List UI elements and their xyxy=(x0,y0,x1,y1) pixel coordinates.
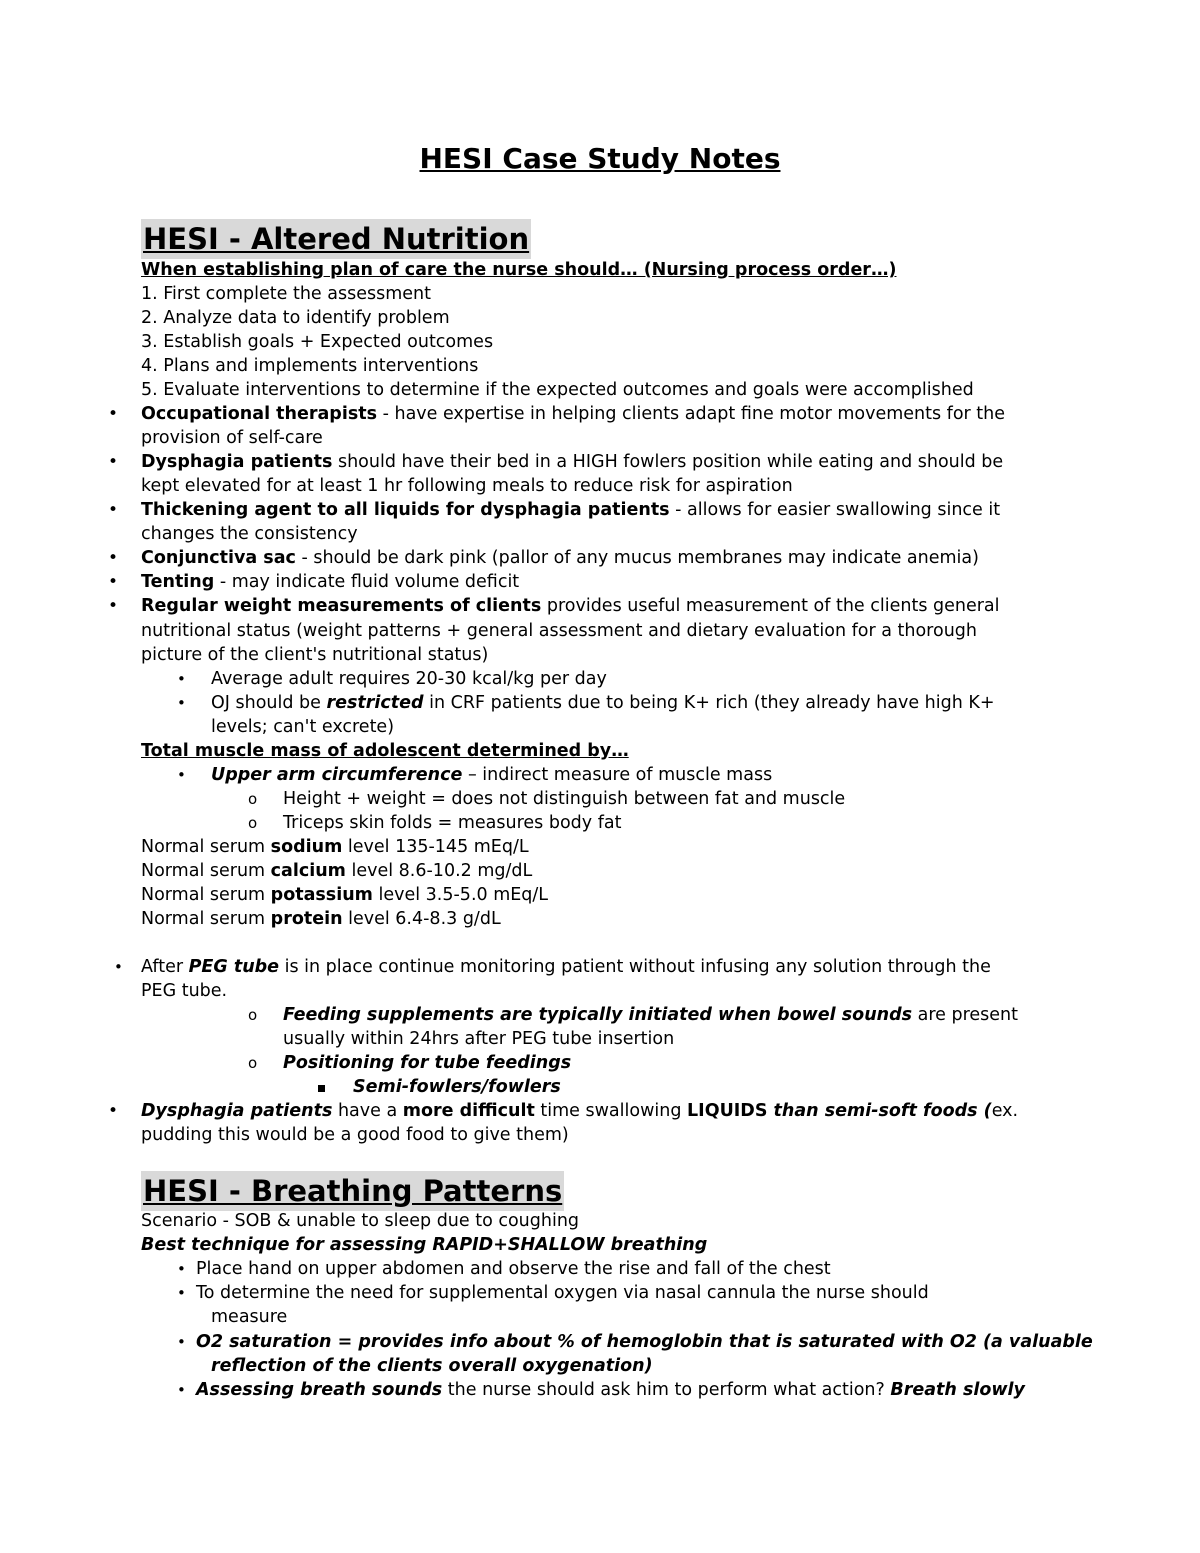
sub-item-positioning: Positioning for tube feedings xyxy=(283,1053,572,1073)
square-bullet-icon xyxy=(318,1075,325,1099)
lab-prefix: Normal serum xyxy=(141,909,271,929)
list-item-peg xyxy=(141,955,991,979)
step-4: 4. Plans and implements interventions xyxy=(141,356,479,376)
list-item-weight xyxy=(141,594,1000,618)
sub-item-oj xyxy=(211,691,995,715)
scenario: Scenario - SOB & unable to sleep due to coughing xyxy=(141,1211,580,1231)
lab-term: protein xyxy=(270,909,343,929)
dysphagia-term: Dysphagia patients xyxy=(141,452,333,472)
list-item-weight-cont1: nutritional status (weight patterns + general assessment and dietary evaluation for a thorough xyxy=(141,621,977,641)
step-3: 3. Establish goals + Expected outcomes xyxy=(141,332,494,352)
plan-intro: When establishing plan of care the nurse should… (Nursing process order…) xyxy=(141,260,897,280)
list-item-dysphagia-liquids-cont: pudding this would be a good food to give them) xyxy=(141,1125,569,1145)
feeding-term: Feeding supplements are typically initiated when bowel sounds xyxy=(283,1005,913,1025)
bullet-icon: • xyxy=(177,766,186,784)
peg-text-a: After xyxy=(141,957,189,977)
list-item-dysphagia xyxy=(141,450,1003,474)
bullet-icon: • xyxy=(108,548,119,568)
dys2-term: Dysphagia patients xyxy=(141,1101,333,1121)
oj-restricted: restricted xyxy=(326,693,424,713)
sounds-term: Assessing breath sounds xyxy=(196,1380,443,1400)
technique-heading: Best technique for assessing RAPID+SHALLOW breathing xyxy=(141,1235,708,1255)
circle-bullet-icon: o xyxy=(248,1054,258,1072)
bullet-icon: • xyxy=(114,958,123,976)
bullet-icon: • xyxy=(108,572,119,592)
weight-term: Regular weight measurements of clients xyxy=(141,596,542,616)
thickening-text: - allows for easier swallowing since it xyxy=(669,500,1001,520)
dysphagia-text: should have their bed in a HIGH fowlers position while eating and should be xyxy=(332,452,1004,472)
step-5: 5. Evaluate interventions to determine if the expected outcomes and goals were accomplished xyxy=(141,380,974,400)
breathing-item-o2-cont: reflection of the clients overall oxygenation) xyxy=(211,1356,653,1376)
section-heading-breathing: HESI - Breathing Patterns xyxy=(141,1171,564,1211)
arm-text: – indirect measure of muscle mass xyxy=(462,765,773,785)
lab-calcium xyxy=(141,859,532,883)
peg-text-c: is in place continue monitoring patient without infusing any solution through the xyxy=(279,957,991,977)
muscle-heading: Total muscle mass of adolescent determined by… xyxy=(141,741,629,761)
sub-item-oj-cont: levels; can't excrete) xyxy=(211,717,395,737)
bullet-icon: • xyxy=(108,1101,119,1121)
list-item-thickening xyxy=(141,498,1000,522)
lab-prefix: Normal serum xyxy=(141,837,271,857)
breathing-item-oxygen-cont: measure xyxy=(211,1307,288,1327)
dys2-text-e: LIQUIDS xyxy=(687,1101,768,1121)
circle-bullet-icon: o xyxy=(248,814,258,832)
sounds-answer: Breath slowly xyxy=(890,1380,1025,1400)
ot-term: Occupational therapists xyxy=(141,404,378,424)
lab-range: level 6.4-8.3 g/dL xyxy=(342,909,501,929)
breathing-item-oxygen: To determine the need for supplemental oxygen via nasal cannula the nurse should xyxy=(196,1283,929,1303)
circle-bullet-icon: o xyxy=(248,1006,258,1024)
sub-item-kcal: Average adult requires 20-30 kcal/kg per day xyxy=(211,669,607,689)
list-item-ot-cont: provision of self-care xyxy=(141,428,323,448)
lab-protein xyxy=(141,907,501,931)
lab-sodium xyxy=(141,835,529,859)
list-item-conjunctiva xyxy=(141,546,979,570)
bullet-icon: • xyxy=(177,1381,186,1399)
oj-text-c: in CRF patients due to being K+ rich (they already have high K+ xyxy=(423,693,995,713)
dys2-text-b: have a xyxy=(332,1101,403,1121)
breathing-item-hand: Place hand on upper abdomen and observe the rise and fall of the chest xyxy=(196,1259,831,1279)
dys2-text-g: ex. xyxy=(991,1101,1019,1121)
sub-sub-item-semi-fowlers: Semi-fowlers/fowlers xyxy=(353,1077,561,1097)
breathing-item-sounds xyxy=(196,1378,1025,1402)
lab-prefix: Normal serum xyxy=(141,861,271,881)
sounds-text: the nurse should ask him to perform what action? xyxy=(442,1380,891,1400)
list-item-peg-cont: PEG tube. xyxy=(141,981,228,1001)
conjunctiva-text: - should be dark pink (pallor of any mucus membranes may indicate anemia) xyxy=(295,548,979,568)
tenting-term: Tenting xyxy=(141,572,215,592)
breathing-item-o2: O2 saturation = provides info about % of hemoglobin that is saturated with O2 (a valuable xyxy=(196,1332,1093,1352)
sub-item-arm xyxy=(211,763,772,787)
bullet-icon: • xyxy=(177,1260,186,1278)
list-item-ot xyxy=(141,402,1005,426)
thickening-term: Thickening agent to all liquids for dysphagia patients xyxy=(141,500,670,520)
feeding-text: are present xyxy=(912,1005,1019,1025)
oj-text-a: OJ should be xyxy=(211,693,327,713)
bullet-icon: • xyxy=(108,596,119,616)
step-1: 1. First complete the assessment xyxy=(141,284,431,304)
dys2-text-d: time swallowing xyxy=(534,1101,688,1121)
sub-item-feeding-cont: usually within 24hrs after PEG tube insertion xyxy=(283,1029,675,1049)
lab-prefix: Normal serum xyxy=(141,885,271,905)
lab-range: level 8.6-10.2 mg/dL xyxy=(345,861,533,881)
page-title: HESI Case Study Notes xyxy=(419,142,781,175)
bullet-icon: • xyxy=(108,452,119,472)
bullet-icon: • xyxy=(177,694,186,712)
lab-term: sodium xyxy=(270,837,343,857)
sub-sub-item-triceps: Triceps skin folds = measures body fat xyxy=(283,813,622,833)
conjunctiva-term: Conjunctiva sac xyxy=(141,548,296,568)
lab-range: level 135-145 mEq/L xyxy=(342,837,529,857)
list-item-tenting xyxy=(141,570,519,594)
weight-text: provides useful measurement of the clients general xyxy=(541,596,1000,616)
bullet-icon: • xyxy=(177,670,186,688)
lab-term: calcium xyxy=(270,861,346,881)
arm-term: Upper arm circumference xyxy=(211,765,463,785)
dys2-text-c: more difficult xyxy=(402,1101,535,1121)
bullet-icon: • xyxy=(108,404,119,424)
step-2: 2. Analyze data to identify problem xyxy=(141,308,450,328)
peg-term: PEG tube xyxy=(188,957,280,977)
lab-term: potassium xyxy=(270,885,373,905)
ot-text: - have expertise in helping clients adapt fine motor movements for the xyxy=(377,404,1006,424)
sub-sub-item-height: Height + weight = does not distinguish between fat and muscle xyxy=(283,789,846,809)
list-item-weight-cont2: picture of the client's nutritional status) xyxy=(141,645,489,665)
list-item-dysphagia-cont: kept elevated for at least 1 hr following meals to reduce risk for aspiration xyxy=(141,476,793,496)
sub-item-feeding xyxy=(283,1003,1018,1027)
dys2-text-f: than semi-soft foods ( xyxy=(767,1101,992,1121)
lab-range: level 3.5-5.0 mEq/L xyxy=(372,885,549,905)
bullet-icon: • xyxy=(177,1333,186,1351)
section-heading-nutrition: HESI - Altered Nutrition xyxy=(141,219,531,259)
bullet-icon: • xyxy=(108,500,119,520)
lab-potassium xyxy=(141,883,548,907)
list-item-thickening-cont: changes the consistency xyxy=(141,524,358,544)
circle-bullet-icon: o xyxy=(248,790,258,808)
list-item-dysphagia-liquids xyxy=(141,1099,1018,1123)
tenting-text: - may indicate fluid volume deficit xyxy=(214,572,520,592)
bullet-icon: • xyxy=(177,1284,186,1302)
